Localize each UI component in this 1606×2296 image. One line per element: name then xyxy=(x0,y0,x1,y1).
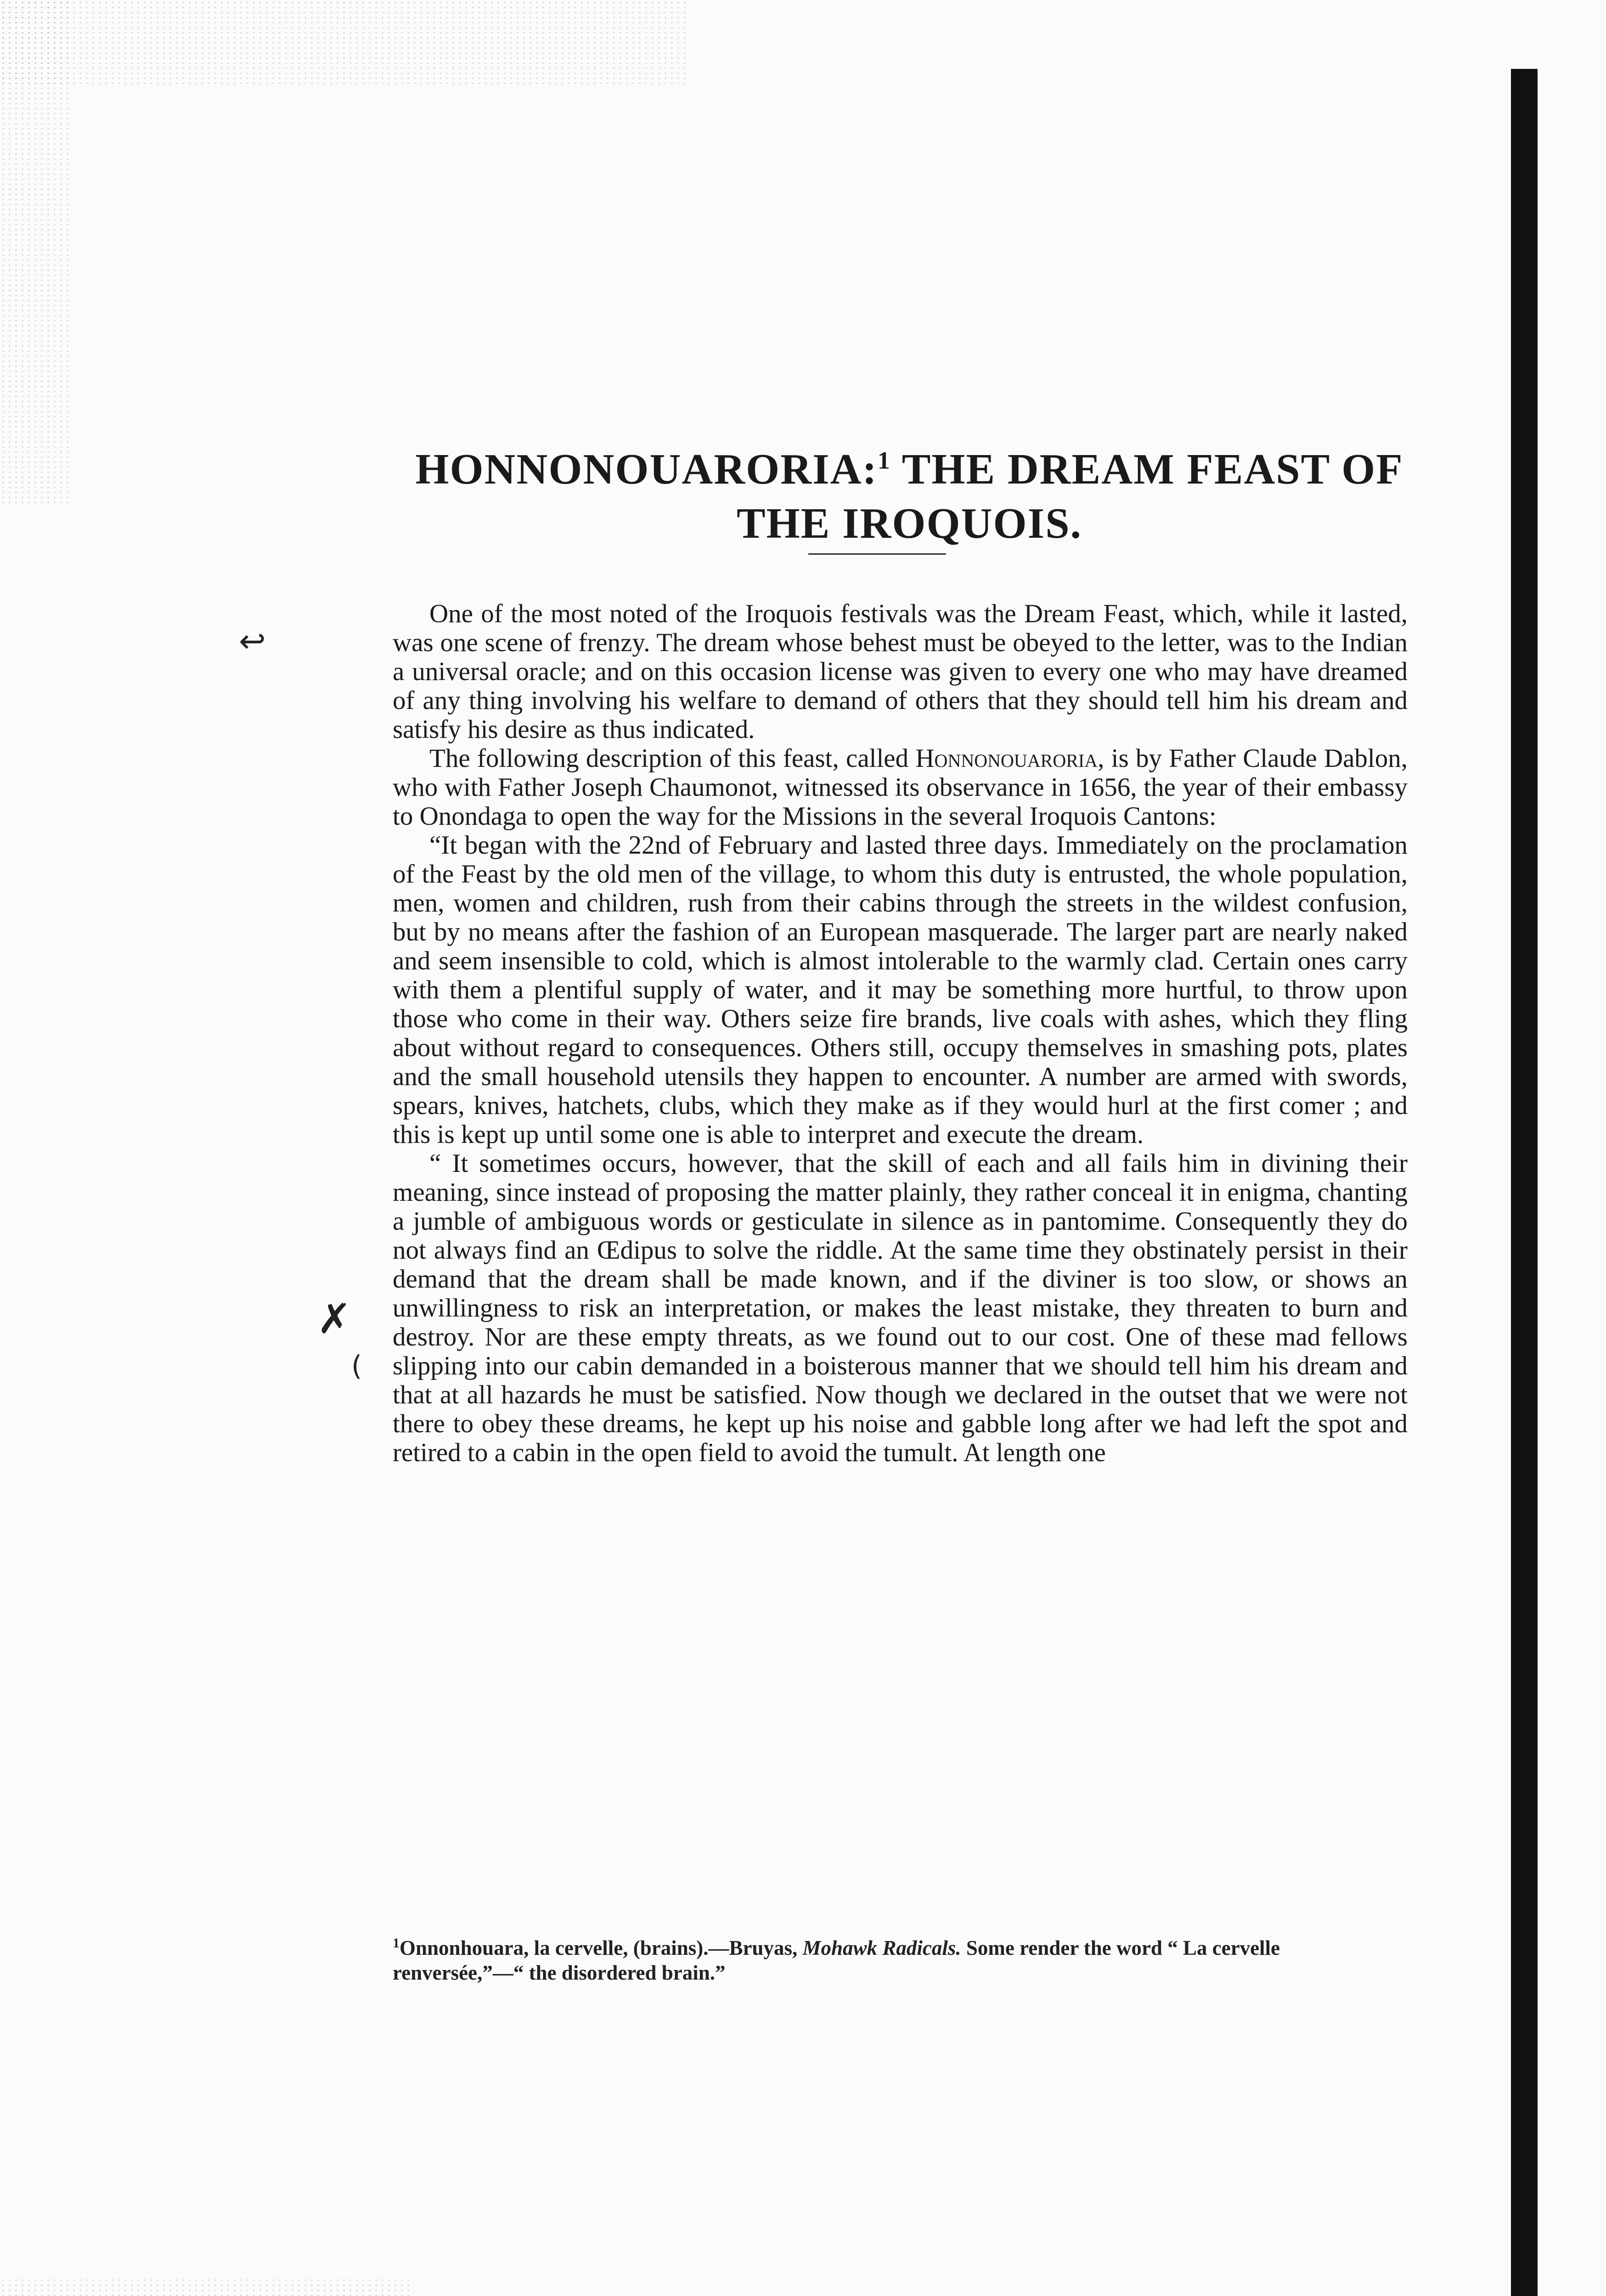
footnote-source: Mohawk Radicals. xyxy=(802,1936,961,1959)
paragraph-text: “ It sometimes occurs, however, that the skill of each and all fails him in divining their meaning, since instead of proposing the matter plainly, they rather conceal it in enigma, chanting a jumble of ambiguous words or gesticulate in silence as in pantomime. Consequently they do not always find an Œdipus to solve the riddle. At the same time they obstinately persist in their demand that the dream shall be made known, and if the diviner is too slow, or shows an unwillingness to risk an interpretation, or makes the least mistake, they threaten to burn and destroy. Nor are these empty threats, as we found out to our cost. One of these mad fellows slipping into our cabin demanded in a boisterous manner that we should tell him his dream and that at all hazards he must be satisfied. Now though we declared in the outset that we were not there to obey these dreams, he kept up his noise and gabble long after we had left the spot and retired to a cabin in the open field to avoid the tumult. At length one xyxy=(393,1149,1408,1467)
title-footnote-marker: 1 xyxy=(877,446,891,474)
footnote xyxy=(393,1931,1408,1985)
body-paragraph xyxy=(393,599,1408,744)
scan-speckle-top xyxy=(0,0,689,87)
binding-edge-shadow xyxy=(1511,69,1538,2296)
article-title xyxy=(395,442,1424,551)
title-rule xyxy=(808,553,946,555)
title-rest: THE DREAM FEAST OF THE IROQUOIS. xyxy=(736,445,1403,547)
title-main: HONNONOUARORIA: xyxy=(415,445,878,493)
margin-paren-mark: ( xyxy=(351,1350,362,1382)
scan-speckle-left xyxy=(0,0,69,505)
body-paragraph xyxy=(393,744,1408,831)
margin-cross-mark: ✗ xyxy=(317,1295,352,1343)
paragraph-text: One of the most noted of the Iroquois festivals was the Dream Feast, which, while it lasted, was one scene of frenzy. The dream whose behest must be obeyed to the letter, was to the Indian a universal oracle; and on this occasion license was given to every one who may have dreamed of any thing involving his welfare to demand of others that they should tell him his dream and satisfy his desire as thus indicated. xyxy=(393,599,1408,744)
article-body xyxy=(393,599,1408,1467)
footnote-text-after: Some render the word “ La cervelle renversée,”—“ the disordered brain.” xyxy=(393,1936,1280,1984)
scan-speckle-bottom xyxy=(0,2278,413,2296)
paragraph-text: The following description of this feast, called xyxy=(429,744,916,773)
paragraph-text: , is by Father Claude Dablon, who with Father Joseph Chaumonot, witnessed its observance in 1656, the year of their embassy to Onondaga to open the way for the Missions in the several Iroquois Cantons: xyxy=(393,744,1408,831)
body-paragraph xyxy=(393,831,1408,1149)
footnote-marker: 1 xyxy=(393,1936,400,1951)
margin-arrow-mark: ↩ xyxy=(239,622,266,660)
feast-name: Honnonouaroria xyxy=(915,744,1098,773)
paragraph-text: “It began with the 22nd of February and lasted three days. Immediately on the proclamation of the Feast by the old men of the village, to whom this duty is entrusted, the whole population, men, women and children, rush from their cabins through the streets in the wildest confusion, but by no means after the fashion of an European masquerade. The larger part are nearly naked and seem insensible to cold, which is almost intolerable to the warmly clad. Certain ones carry with them a plentiful supply of water, and it may be something more hurtful, to throw upon those who come in their way. Others seize fire brands, live coals with ashes, which they fling about without regard to consequences. Others still, occupy themselves in smashing pots, plates and the small household utensils they happen to encounter. A number are armed with swords, spears, knives, hatchets, clubs, which they make as if they would hurl at the first comer ; and this is kept up until some one is able to interpret and execute the dream. xyxy=(393,831,1408,1149)
footnote-text-before: Onnonhouara, la cervelle, (brains).—Bruyas, xyxy=(400,1936,803,1959)
body-paragraph xyxy=(393,1149,1408,1467)
